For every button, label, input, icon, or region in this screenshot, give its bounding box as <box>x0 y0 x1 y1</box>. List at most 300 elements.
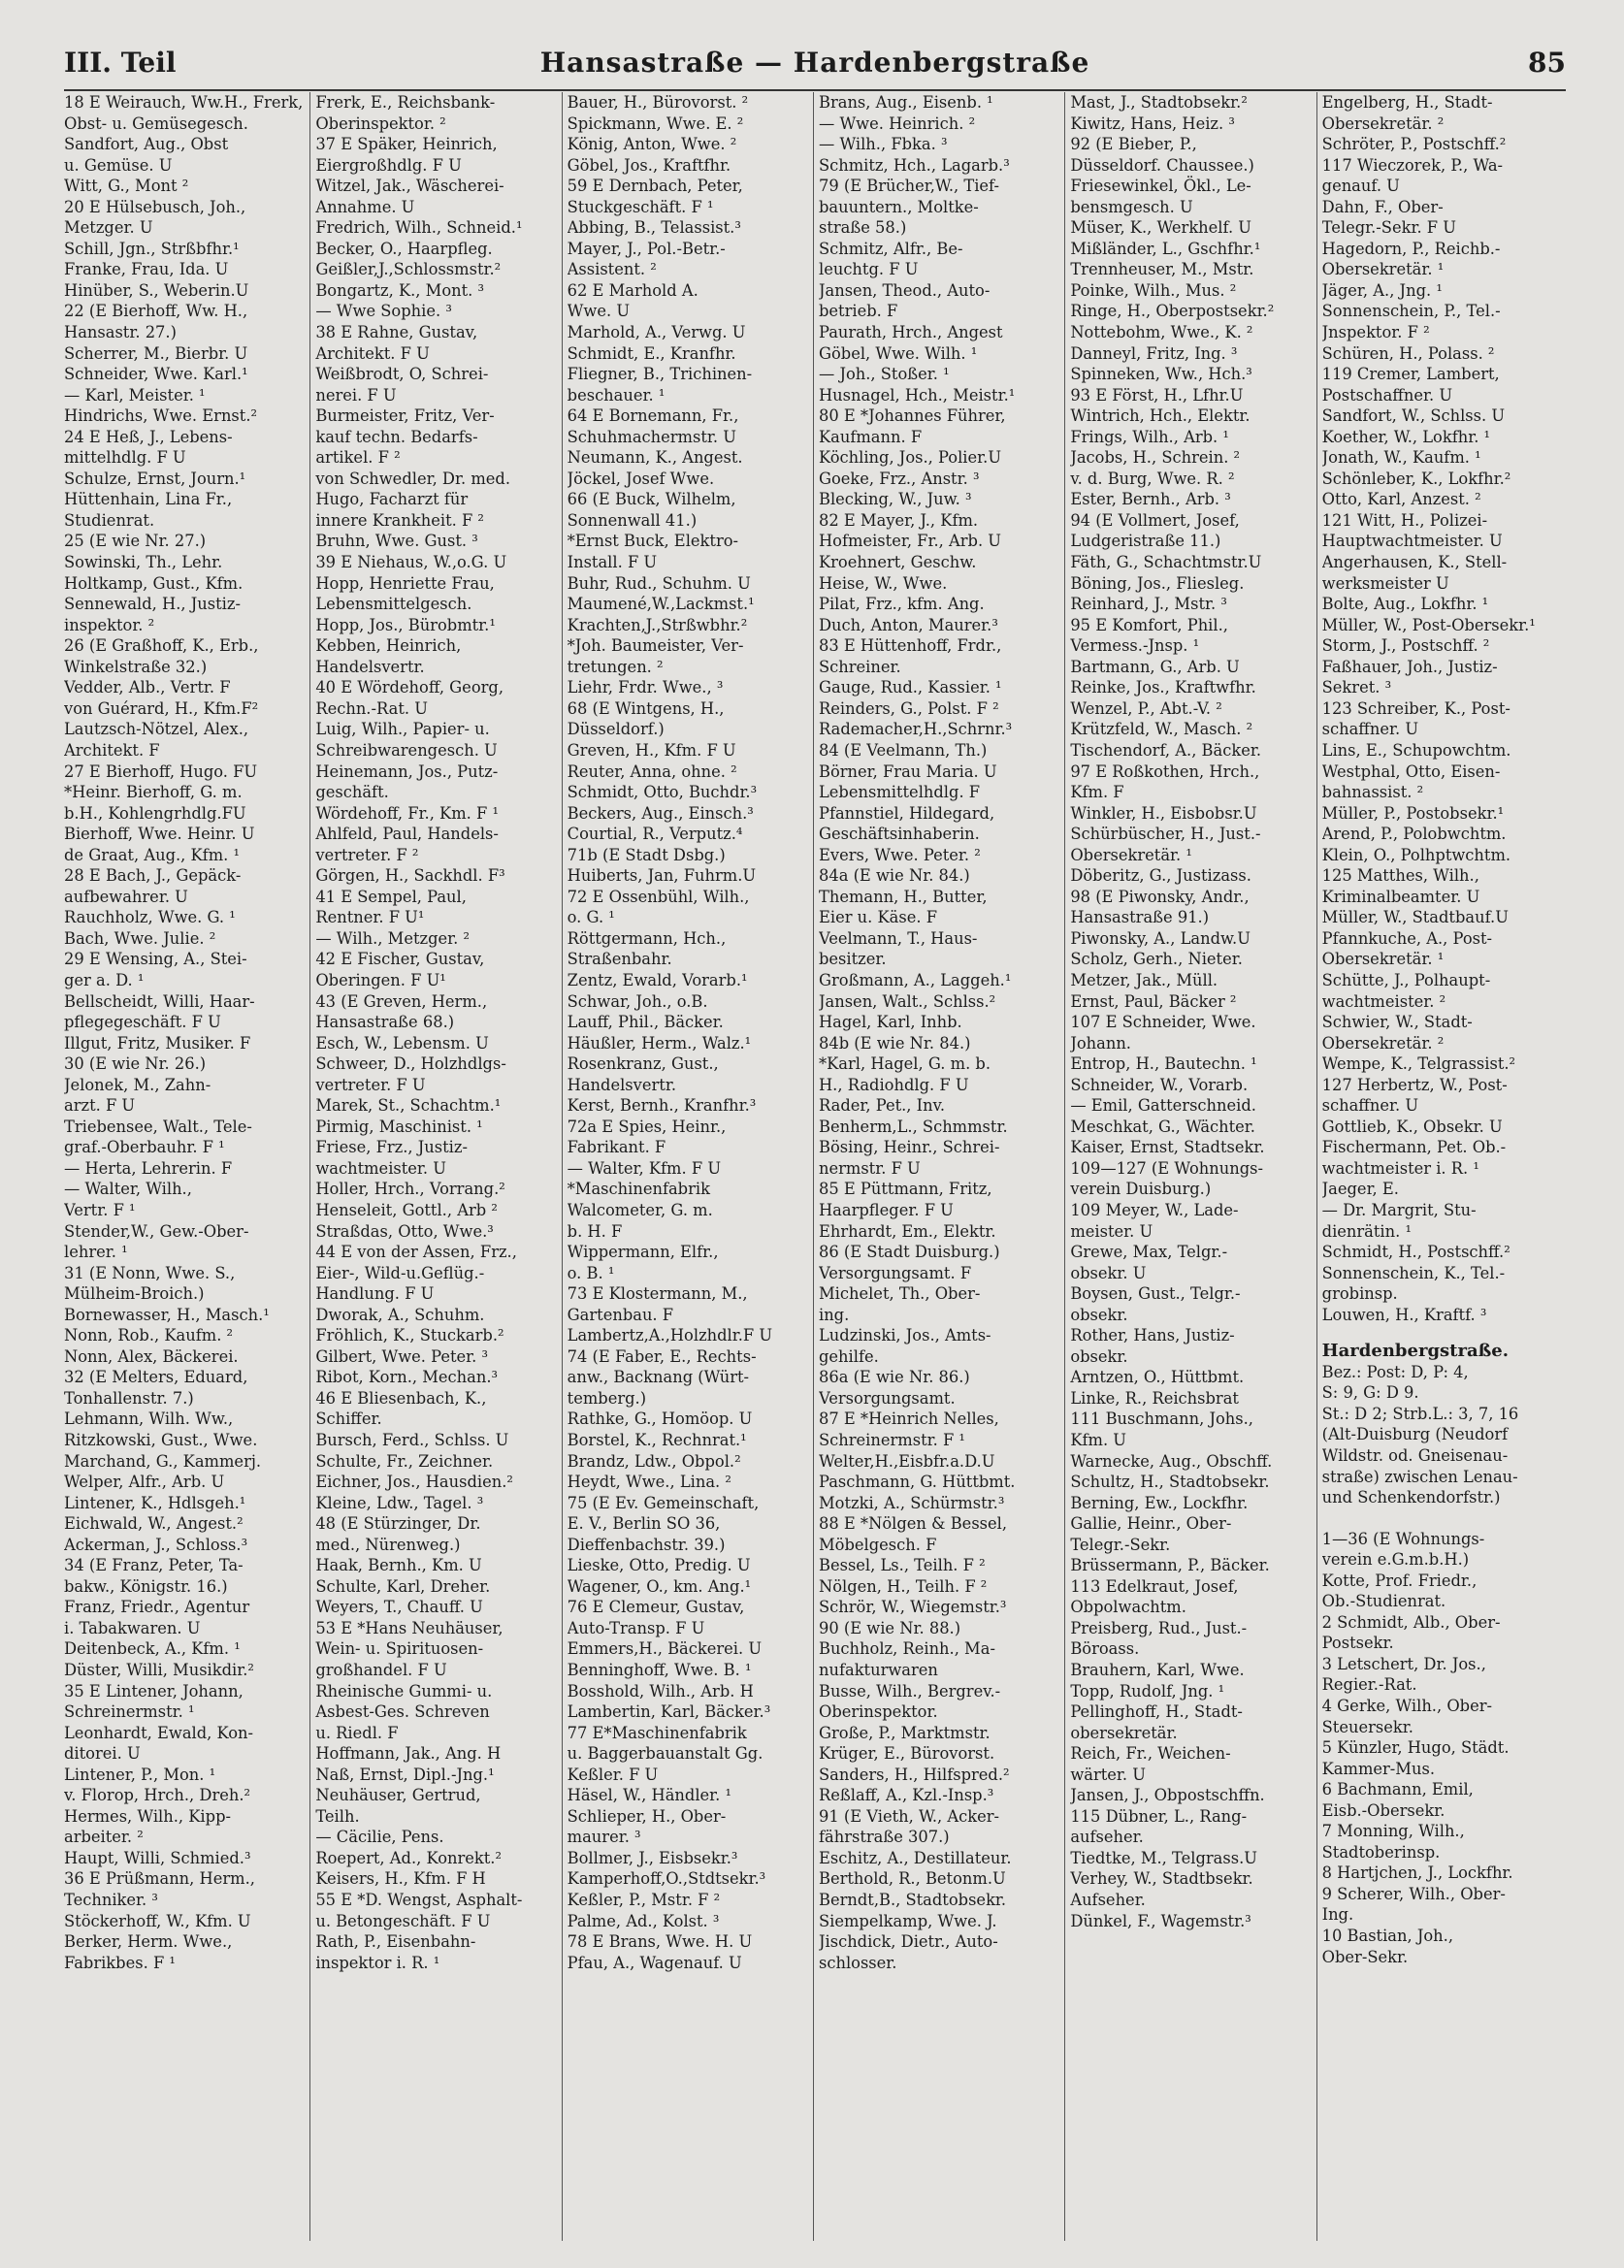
directory-entry: v. Florop, Hrch., Dreh.² <box>64 1786 251 1805</box>
directory-entry: inspektor. ² <box>64 615 155 634</box>
page-header <box>64 39 1566 91</box>
directory-entry <box>1322 1508 1564 1529</box>
directory-columns <box>64 92 1568 2241</box>
directory-entry: Lehmann, Wilh. Ww., <box>64 1409 234 1429</box>
directory-column <box>1316 92 1568 2241</box>
directory-entry: Weißbrodt, O, Schrei- <box>315 365 489 384</box>
directory-entry: Kroehnert, Geschw. <box>818 553 977 572</box>
directory-entry: Kamperhoff,O.,Stdtsekr.³ <box>567 1869 766 1889</box>
directory-entry: Roepert, Ad., Konrekt.² <box>315 1848 503 1867</box>
directory-entry: Schulte, Karl, Dreher. <box>315 1576 491 1596</box>
directory-entry: Düsseldorf. Chaussee.) <box>1070 155 1254 175</box>
directory-entry: schaffner. U <box>1321 1096 1419 1116</box>
directory-entry: 84a (E wie Nr. 84.) <box>818 866 970 886</box>
directory-entry: u. Gemüse. U <box>64 155 173 175</box>
directory-entry: Schrör, W., Wiegemstr.³ <box>818 1598 1007 1617</box>
directory-entry: Michelet, Th., Ober- <box>818 1284 981 1304</box>
directory-entry: Goeke, Frz., Anstr. ³ <box>818 469 980 488</box>
directory-entry: 20 E Hülsebusch, Joh., <box>64 197 246 216</box>
directory-entry: Böning, Jos., Fliesleg. <box>1070 573 1245 593</box>
directory-entry: Beckers, Aug., Einsch.³ <box>567 803 754 823</box>
directory-entry: Arend, P., Polobwchtm. <box>1321 825 1507 844</box>
directory-entry: 93 E Först, H., Lfhr.U <box>1070 385 1244 405</box>
directory-entry: Schlieper, H., Ober- <box>567 1806 727 1826</box>
directory-entry: Bösing, Heinr., Schrei- <box>818 1138 1000 1157</box>
directory-entry: 115 Dübner, L., Rang- <box>1070 1806 1248 1826</box>
directory-entry: Wördehoff, Fr., Km. F ¹ <box>315 803 499 823</box>
directory-entry: Ludgeristraße 11.) <box>1070 532 1221 551</box>
directory-entry: Engelberg, H., Stadt- <box>1321 93 1493 112</box>
directory-entry: Versorgungsamt. F <box>818 1263 972 1282</box>
directory-entry: — Wilh., Metzger. ² <box>315 928 471 948</box>
directory-entry: 90 (E wie Nr. 88.) <box>818 1618 961 1637</box>
directory-entry: obsekr. <box>1070 1305 1128 1324</box>
directory-entry: 4 Gerke, Wilh., Ober- <box>1321 1697 1493 1716</box>
directory-entry: 87 E *Heinrich Nelles, <box>818 1409 999 1429</box>
directory-entry: Marek, St., Schachtm.¹ <box>315 1096 502 1116</box>
directory-entry: — Walter, Kfm. F U <box>567 1158 722 1178</box>
directory-entry: 55 E *D. Wengst, Asphalt- <box>315 1891 523 1910</box>
directory-entry: Obersekretär. ¹ <box>1321 950 1445 969</box>
directory-entry: Hugo, Facharzt für <box>315 490 469 509</box>
directory-entry: Verhey, W., Stadtbsekr. <box>1070 1869 1253 1889</box>
directory-entry: 64 E Bornemann, Fr., <box>567 406 739 426</box>
directory-entry: Warnecke, Aug., Obschff. <box>1070 1451 1273 1471</box>
directory-entry: Kammer-Mus. <box>1321 1759 1435 1778</box>
directory-entry: Telegr.-Sekr. F U <box>1321 218 1456 238</box>
directory-entry: Schulte, Fr., Zeichner. <box>315 1451 494 1471</box>
directory-entry: 29 E Wensing, A., Stei- <box>64 950 247 969</box>
directory-entry: artikel. F ² <box>315 448 401 468</box>
directory-entry: 84b (E wie Nr. 84.) <box>818 1033 971 1053</box>
directory-entry: Vermess.-Jnsp. ¹ <box>1070 636 1200 656</box>
directory-entry: Handelsvertr. <box>315 657 425 676</box>
directory-entry: Reinke, Jos., Kraftwfhr. <box>1070 678 1256 697</box>
directory-entry: Lambertz,A.,Holzhdlr.F U <box>567 1326 773 1345</box>
directory-entry: o. B. ¹ <box>567 1263 615 1282</box>
directory-entry: straße) zwischen Lenau- <box>1321 1467 1518 1486</box>
directory-entry: Boysen, Gust., Telgr.- <box>1070 1284 1241 1304</box>
directory-entry: Oberinspektor. ² <box>315 113 446 133</box>
directory-entry: Postschaffner. U <box>1321 385 1453 405</box>
directory-entry: u. Betongeschäft. F U <box>315 1911 491 1930</box>
directory-entry: Handlung. F U <box>315 1284 435 1304</box>
directory-entry: Benninghoff, Wwe. B. ¹ <box>567 1661 752 1680</box>
directory-column <box>309 92 561 2241</box>
directory-entry: Marhold, A., Verwg. U <box>567 323 746 342</box>
directory-entry: Sanders, H., Hilfspred.² <box>818 1765 1010 1784</box>
directory-entry: 72a E Spies, Heinr., <box>567 1117 727 1136</box>
directory-entry: Tonhallenstr. 7.) <box>64 1388 194 1408</box>
directory-entry: Gauge, Rud., Kassier. ¹ <box>818 678 1002 697</box>
directory-entry: wachtmeister i. R. ¹ <box>1321 1158 1479 1178</box>
directory-entry: 83 E Hüttenhoff, Frdr., <box>818 636 1002 656</box>
directory-entry: tretungen. ² <box>567 657 664 676</box>
directory-entry: Gartenbau. F <box>567 1305 674 1324</box>
directory-entry: Ludzinski, Jos., Amts- <box>818 1326 991 1345</box>
directory-entry: besitzer. <box>818 950 887 969</box>
directory-entry: Bez.: Post: D, P: 4, <box>1321 1362 1469 1381</box>
directory-entry: Jansen, Theod., Auto- <box>818 280 991 300</box>
directory-entry: 109—127 (E Wohnungs- <box>1070 1158 1263 1178</box>
directory-entry: Teilh. <box>315 1806 360 1826</box>
directory-entry: *Joh. Baumeister, Ver- <box>567 636 744 656</box>
directory-entry: Düsseldorf.) <box>567 720 665 739</box>
directory-entry: 119 Cremer, Lambert, <box>1321 365 1500 384</box>
directory-column <box>64 92 309 2241</box>
directory-entry: 42 E Fischer, Gustav, <box>315 950 485 969</box>
directory-entry: Aufseher. <box>1070 1891 1146 1910</box>
directory-entry: Benherm,L., Schmmstr. <box>818 1117 1008 1136</box>
directory-entry: grobinsp. <box>1321 1284 1398 1304</box>
directory-entry: Leonhardt, Ewald, Kon- <box>64 1723 254 1742</box>
directory-entry: Courtial, R., Verputz.⁴ <box>567 825 743 844</box>
directory-entry: Lins, E., Schupowchtm. <box>1321 740 1511 760</box>
directory-entry: Pfau, A., Wagenauf. U <box>567 1953 742 1972</box>
directory-entry: Reinhard, J., Mstr. ³ <box>1070 595 1227 614</box>
directory-entry: gehilfe. <box>818 1346 879 1366</box>
directory-entry: Emmers,H., Bäckerei. U <box>567 1639 763 1659</box>
directory-entry: Hansastraße 68.) <box>315 1013 455 1032</box>
directory-entry: Röttgermann, Hch., <box>567 928 727 948</box>
directory-entry: Brauhern, Karl, Wwe. <box>1070 1661 1245 1680</box>
directory-entry: 75 (E Ev. Gemeinschaft, <box>567 1493 760 1512</box>
directory-entry: Sekret. ³ <box>1321 678 1392 697</box>
directory-entry: Schultz, H., Stadtobsekr. <box>1070 1473 1270 1492</box>
directory-entry: Krachten,J.,Strßwbhr.² <box>567 615 748 634</box>
directory-entry: Pilat, Frz., kfm. Ang. <box>818 595 985 614</box>
directory-entry: Paurath, Hrch., Angest <box>818 323 1003 342</box>
directory-entry: Themann, H., Butter, <box>818 887 988 906</box>
directory-entry: Esch, W., Lebensm. U <box>315 1033 489 1053</box>
directory-entry: Sonnenwall 41.) <box>567 510 698 530</box>
directory-entry: 48 (E Stürzinger, Dr. <box>315 1514 481 1534</box>
directory-entry: Reinders, G., Polst. F ² <box>818 698 999 718</box>
directory-entry: 25 (E wie Nr. 27.) <box>64 532 207 551</box>
directory-entry: Kfm. U <box>1070 1431 1127 1449</box>
directory-entry: Schneider, W., Vorarb. <box>1070 1075 1249 1094</box>
directory-entry: Schreiner. <box>818 657 901 676</box>
directory-entry: Eisb.-Obersekr. <box>1321 1800 1445 1820</box>
directory-entry: Eichwald, W., Angest.² <box>64 1514 244 1534</box>
directory-entry: Rechn.-Rat. U <box>315 698 428 718</box>
directory-entry: — Wwe. Heinrich. ² <box>818 113 976 133</box>
directory-entry: 32 (E Melters, Eduard, <box>64 1368 248 1387</box>
directory-entry: Schmitz, Alfr., Be- <box>818 239 963 258</box>
directory-entry: Schwier, W., Stadt- <box>1321 1013 1473 1032</box>
directory-entry: graf.-Oberbauhr. F ¹ <box>64 1138 225 1157</box>
directory-entry: Ernst, Paul, Bäcker ² <box>1070 991 1237 1011</box>
directory-entry: Ahlfeld, Paul, Handels- <box>315 825 499 844</box>
directory-entry: 22 (E Bierhoff, Ww. H., <box>64 302 248 321</box>
directory-entry: Eschitz, A., Destillateur. <box>818 1848 1012 1867</box>
directory-entry: Angerhausen, K., Stell- <box>1321 553 1508 572</box>
directory-entry: schlosser. <box>818 1953 897 1972</box>
directory-entry: obersekretär. <box>1070 1723 1178 1742</box>
directory-entry: Westphal, Otto, Eisen- <box>1321 761 1501 781</box>
directory-entry: arbeiter. ² <box>64 1828 144 1847</box>
directory-entry: — Cäcilie, Pens. <box>315 1828 444 1847</box>
directory-entry: maurer. ³ <box>567 1828 641 1847</box>
directory-entry: 111 Buschmann, Johs., <box>1070 1409 1253 1429</box>
directory-entry: Keßler, P., Mstr. F ² <box>567 1891 721 1910</box>
directory-entry: Liehr, Frdr. Wwe., ³ <box>567 678 724 697</box>
directory-entry: Schmidt, Otto, Buchdr.³ <box>567 783 758 802</box>
directory-entry: Bornewasser, H., Masch.¹ <box>64 1305 270 1324</box>
directory-entry: Franke, Frau, Ida. U <box>64 260 229 279</box>
directory-entry: — Wilh., Fbka. ³ <box>818 135 948 154</box>
directory-entry: Sandfort, Aug., Obst <box>64 135 229 154</box>
directory-entry: Reuter, Anna, ohne. ² <box>567 761 737 781</box>
directory-entry: und Schenkendorfstr.) <box>1321 1488 1501 1507</box>
directory-entry: Jonath, W., Kaufm. ¹ <box>1321 448 1481 468</box>
directory-entry: Krüger, E., Bürovorst. <box>818 1744 995 1764</box>
directory-entry: 59 E Dernbach, Peter, <box>567 177 743 196</box>
directory-entry: E. V., Berlin SO 36, <box>567 1514 721 1534</box>
directory-entry: Brans, Aug., Eisenb. ¹ <box>818 93 993 112</box>
directory-entry: Keisers, H., Kfm. F H <box>315 1869 486 1889</box>
directory-entry: (Alt-Duisburg (Neudorf <box>1321 1425 1509 1444</box>
directory-entry: Siempelkamp, Wwe. J. <box>818 1911 997 1930</box>
directory-entry: nerei. F U <box>315 385 397 405</box>
directory-entry: König, Anton, Wwe. ² <box>567 135 737 154</box>
directory-entry: Schiffer. <box>315 1409 382 1429</box>
directory-entry: Fischermann, Pet. Ob.- <box>1321 1138 1507 1157</box>
directory-entry: Mißländer, L., Gschfhr.¹ <box>1070 239 1261 258</box>
directory-entry: Steuersekr. <box>1321 1717 1413 1736</box>
directory-entry: Fabrikbes. F ¹ <box>64 1953 176 1972</box>
directory-entry: bensmgesch. U <box>1070 197 1193 216</box>
directory-entry: wachtmeister. U <box>315 1158 446 1178</box>
directory-entry: *Maschinenfabrik <box>567 1180 710 1199</box>
directory-entry: Buchholz, Reinh., Ma- <box>818 1639 995 1659</box>
directory-entry: Müller, W., Post-Obersekr.¹ <box>1321 615 1536 634</box>
directory-entry: 31 (E Nonn, Wwe. S., <box>64 1263 236 1282</box>
directory-entry: Wagener, O., km. Ang.¹ <box>567 1576 752 1596</box>
directory-entry: pflegegeschäft. F U <box>64 1013 221 1032</box>
directory-entry: Kaufmann. F <box>818 427 923 446</box>
directory-entry: Vedder, Alb., Vertr. F <box>64 678 231 697</box>
directory-entry: nermstr. F U <box>818 1158 921 1178</box>
directory-entry: 8 Hartjchen, J., Lockfhr. <box>1321 1863 1513 1883</box>
directory-entry: Rheinische Gummi- u. <box>315 1681 493 1701</box>
directory-entry: St.: D 2; Strb.L.: 3, 7, 16 <box>1321 1404 1519 1423</box>
directory-entry: Wein- u. Spirituosen- <box>315 1639 484 1659</box>
directory-entry: 40 E Wördehoff, Georg, <box>315 678 504 697</box>
directory-entry: 77 E*Maschinenfabrik <box>567 1723 747 1742</box>
directory-entry: Oberinspektor. <box>818 1702 938 1722</box>
directory-entry: i. Tabakwaren. U <box>64 1618 201 1637</box>
directory-entry: von Guérard, H., Kfm.F² <box>64 698 259 718</box>
directory-entry: 95 E Komfort, Phil., <box>1070 615 1228 634</box>
directory-entry: *Heinr. Bierhoff, G. m. <box>64 783 243 802</box>
directory-entry: 53 E *Hans Neuhäuser, <box>315 1618 503 1637</box>
part-label: III. Teil <box>64 47 177 79</box>
directory-entry: 84 (E Veelmann, Th.) <box>818 740 988 760</box>
directory-entry: Topp, Rudolf, Jng. ¹ <box>1070 1681 1225 1701</box>
directory-entry: Pfannkuche, A., Post- <box>1321 928 1493 948</box>
directory-entry: Keßler. F U <box>567 1765 659 1784</box>
directory-entry: 117 Wieczorek, P., Wa- <box>1321 155 1504 175</box>
directory-entry: Veelmann, T., Haus- <box>818 928 978 948</box>
directory-entry: Ober-Sekr. <box>1321 1947 1409 1966</box>
directory-entry: 79 (E Brücher,W., Tief- <box>818 177 999 196</box>
directory-entry: 27 E Bierhoff, Hugo. FU <box>64 761 258 781</box>
directory-entry: Install. F U <box>567 553 658 572</box>
directory-entry: Wintrich, Hch., Elektr. <box>1070 406 1250 426</box>
directory-entry: Mast, J., Stadtobsekr.² <box>1070 93 1248 112</box>
directory-entry: Maumené,W.,Lackmst.¹ <box>567 595 755 614</box>
directory-entry: Duch, Anton, Maurer.³ <box>818 615 998 634</box>
directory-entry: Louwen, H., Kraftf. ³ <box>1321 1305 1487 1324</box>
directory-entry: Borstel, K., Rechnrat.¹ <box>567 1431 747 1449</box>
directory-entry: S: 9, G: D 9. <box>1321 1383 1419 1403</box>
directory-entry: 35 E Lintener, Johann, <box>64 1681 244 1701</box>
directory-entry: Bosshold, Wilh., Arb. H <box>567 1681 754 1701</box>
directory-entry: Nölgen, H., Teilh. F ² <box>818 1576 988 1596</box>
directory-entry: Buhr, Rud., Schuhm. U <box>567 573 751 593</box>
directory-entry: Große, P., Marktmstr. <box>818 1723 991 1742</box>
directory-entry: Wenzel, P., Abt.-V. ² <box>1070 698 1222 718</box>
directory-entry: wärter. U <box>1070 1765 1146 1784</box>
directory-entry: Metzger. U <box>64 218 153 238</box>
directory-entry: Walcometer, G. m. <box>567 1200 713 1219</box>
directory-entry: 38 E Rahne, Gustav, <box>315 323 478 342</box>
directory-entry: Geißler,J.,Schlossmstr.² <box>315 260 502 279</box>
directory-entry: Ritzkowski, Gust., Wwe. <box>64 1431 258 1449</box>
directory-entry: 80 E *Johannes Führer, <box>818 406 1006 426</box>
directory-entry: Storm, J., Postschff. ² <box>1321 636 1490 656</box>
directory-entry: Annahme. U <box>315 197 415 216</box>
directory-entry: Wildstr. od. Gneisenau- <box>1321 1446 1509 1465</box>
directory-entry: Postsekr. <box>1321 1634 1394 1653</box>
directory-entry: — Karl, Meister. ¹ <box>64 385 206 405</box>
directory-entry: leuchtg. F U <box>818 260 919 279</box>
directory-entry: Schreinermstr. ¹ <box>64 1702 195 1722</box>
directory-entry: Zentz, Ewald, Vorarb.¹ <box>567 970 748 989</box>
directory-entry: 82 E Mayer, J., Kfm. <box>818 510 979 530</box>
directory-entry: Rosenkranz, Gust., <box>567 1054 719 1074</box>
directory-entry: Schreinermstr. F ¹ <box>818 1431 965 1449</box>
directory-entry: Bauer, H., Bürovorst. ² <box>567 93 749 112</box>
directory-entry: 68 (E Wintgens, H., <box>567 698 725 718</box>
directory-entry: Bollmer, J., Eisbsekr.³ <box>567 1848 738 1867</box>
directory-entry: kauf techn. Bedarfs- <box>315 427 478 446</box>
directory-entry: 71b (E Stadt Dsbg.) <box>567 845 726 864</box>
directory-entry: Hopp, Jos., Bürobmtr.¹ <box>315 615 496 634</box>
directory-entry: Arntzen, O., Hüttbmt. <box>1070 1368 1245 1387</box>
directory-entry: Bellscheidt, Willi, Haar- <box>64 991 255 1011</box>
directory-entry: *Ernst Buck, Elektro- <box>567 532 739 551</box>
directory-entry: Illgut, Fritz, Musiker. F <box>64 1033 251 1053</box>
directory-entry: Lintener, P., Mon. ¹ <box>64 1765 216 1784</box>
directory-entry: Huiberts, Jan, Fuhrm.U <box>567 866 757 886</box>
directory-entry: Nonn, Alex, Bäckerei. <box>64 1346 239 1366</box>
directory-entry: Bierhoff, Wwe. Heinr. U <box>64 825 255 844</box>
directory-entry: Lautzsch-Nötzel, Alex., <box>64 720 249 739</box>
directory-entry: Evers, Wwe. Peter. ² <box>818 845 981 864</box>
directory-entry: Berning, Ew., Lockfhr. <box>1070 1493 1249 1512</box>
directory-entry: Häsel, W., Händler. ¹ <box>567 1786 732 1805</box>
directory-entry: bauuntern., Moltke- <box>818 197 979 216</box>
directory-entry: Jacobs, H., Schrein. ² <box>1070 448 1241 468</box>
directory-entry: Techniker. ³ <box>64 1891 158 1910</box>
directory-entry: ditorei. U <box>64 1744 141 1764</box>
directory-entry: Haarpfleger. F U <box>818 1200 954 1219</box>
directory-entry: Schönleber, K., Lokfhr.² <box>1321 469 1511 488</box>
directory-entry: Rader, Pet., Inv. <box>818 1096 946 1116</box>
directory-entry: Reßlaff, A., Kzl.-Insp.³ <box>818 1786 994 1805</box>
directory-entry: Rother, Hans, Justiz- <box>1070 1326 1235 1345</box>
directory-entry: — Dr. Margrit, Stu- <box>1321 1200 1477 1219</box>
directory-entry: 88 E *Nölgen & Bessel, <box>818 1514 1008 1534</box>
directory-entry: Wippermann, Elfr., <box>567 1243 719 1262</box>
directory-entry: schaffner. U <box>1321 720 1419 739</box>
directory-entry: Otto, Karl, Anzest. ² <box>1321 490 1481 509</box>
directory-entry: 43 (E Greven, Herm., <box>315 991 488 1011</box>
directory-entry: Jansen, Walt., Schlss.² <box>818 991 996 1011</box>
directory-entry: verein e.G.m.b.H.) <box>1321 1550 1470 1570</box>
directory-entry: Kaiser, Ernst, Stadtsekr. <box>1070 1138 1265 1157</box>
directory-entry: inspektor i. R. ¹ <box>315 1953 440 1972</box>
directory-entry: Straßdas, Otto, Wwe.³ <box>315 1221 494 1241</box>
directory-entry: arzt. F U <box>64 1096 136 1116</box>
directory-entry: Obst- u. Gemüsegesch. <box>64 113 248 133</box>
directory-entry: 6 Bachmann, Emil, <box>1321 1780 1474 1799</box>
directory-entry: Preisberg, Rud., Just.- <box>1070 1618 1248 1637</box>
directory-entry: 10 Bastian, Joh., <box>1321 1927 1454 1946</box>
directory-entry: Sonnenschein, K., Tel.- <box>1321 1263 1506 1282</box>
directory-entry: Greven, H., Kfm. F U <box>567 740 736 760</box>
directory-entry: Scherrer, M., Bierbr. U <box>64 343 248 363</box>
directory-entry: Müller, W., Stadtbauf.U <box>1321 908 1509 927</box>
directory-entry: Fredrich, Wilh., Schneid.¹ <box>315 218 523 238</box>
directory-entry: meister. U <box>1070 1221 1153 1241</box>
directory-entry: temberg.) <box>567 1388 647 1408</box>
directory-entry: Mülheim-Broich.) <box>64 1284 205 1304</box>
directory-entry: Lebensmittelgesch. <box>315 595 472 614</box>
directory-entry: Pirmig, Maschinist. ¹ <box>315 1117 483 1136</box>
directory-entry: obsekr. <box>1070 1346 1128 1366</box>
directory-entry: vertreter. F ² <box>315 845 419 864</box>
directory-entry: nufakturwaren <box>818 1661 938 1680</box>
directory-entry: Koether, W., Lokfhr. ¹ <box>1321 427 1491 446</box>
directory-entry: v. d. Burg, Wwe. R. ² <box>1070 469 1235 488</box>
directory-entry: 76 E Clemeur, Gustav, <box>567 1598 745 1617</box>
directory-entry: bakw., Königstr. 16.) <box>64 1576 228 1596</box>
directory-entry: Obersekretär. ¹ <box>1321 260 1445 279</box>
directory-entry: Architekt. F <box>64 740 160 760</box>
directory-entry: Stuckgeschäft. F ¹ <box>567 197 714 216</box>
directory-entry: o. G. ¹ <box>567 908 615 927</box>
directory-entry: Großmann, A., Laggeh.¹ <box>818 970 1012 989</box>
directory-entry: 91 (E Vieth, W., Acker- <box>818 1806 1000 1826</box>
directory-entry: Hauptwachtmeister. U <box>1321 532 1503 551</box>
directory-entry: großhandel. F U <box>315 1661 447 1680</box>
directory-entry: Hermes, Wilh., Kipp- <box>64 1806 231 1826</box>
directory-entry: 26 (E Graßhoff, K., Erb., <box>64 636 259 656</box>
directory-entry: b. H. F <box>567 1221 623 1241</box>
directory-entry: Ringe, H., Oberpostsekr.² <box>1070 302 1275 321</box>
directory-entry: Holler, Hrch., Vorrang.² <box>315 1180 505 1199</box>
directory-entry: Meschkat, G., Wächter. <box>1070 1117 1255 1136</box>
directory-entry: mittelhdlg. F U <box>64 448 186 468</box>
directory-entry: Witzel, Jak., Wäscherei- <box>315 177 504 196</box>
directory-entry: aufbewahrer. U <box>64 887 188 906</box>
directory-entry: Franz, Friedr., Agentur <box>64 1598 250 1617</box>
directory-entry: ger a. D. ¹ <box>64 970 145 989</box>
directory-entry: 28 E Bach, J., Gepäck- <box>64 866 242 886</box>
